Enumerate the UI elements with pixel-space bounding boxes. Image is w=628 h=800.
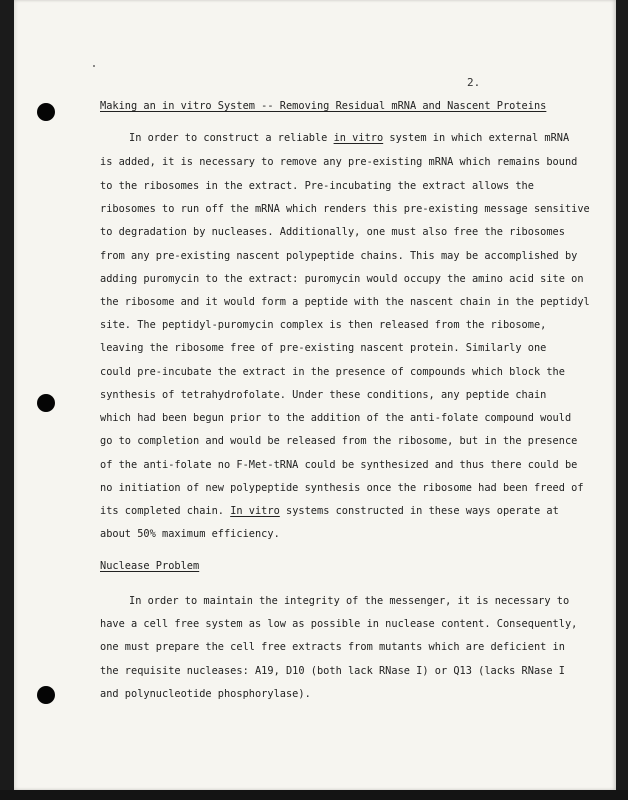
- paragraph-line: have a cell free system as low as possible in nuclease content. Consequently,: [100, 618, 578, 630]
- text-span: its completed chain.: [100, 505, 231, 517]
- paper-speck: [93, 65, 95, 67]
- page-number: 2.: [467, 76, 481, 89]
- paragraph-line: no initiation of new polypeptide synthesis once the ribosome had been freed of: [100, 482, 584, 494]
- paragraph-line: site. The peptidyl-puromycin complex is then released from the ribosome,: [100, 319, 547, 331]
- section-heading-in-vitro: Making an in vitro System -- Removing Residual mRNA and Nascent Proteins: [100, 100, 547, 112]
- paragraph-line: [129, 132, 569, 144]
- text-span: systems constructed in these ways operate at: [279, 505, 559, 517]
- paragraph-line: one must prepare the cell free extracts from mutants which are deficient in: [100, 641, 565, 653]
- paragraph-line: the ribosome and it would form a peptide with the nascent chain in the peptidyl: [100, 296, 590, 308]
- paragraph-line: [100, 505, 559, 517]
- underlined-term: In vitro: [230, 505, 280, 517]
- paragraph-line: to the ribosomes in the extract. Pre-incubating the extract allows the: [100, 180, 534, 192]
- paragraph-line: go to completion and would be released from the ribosome, but in the presence: [100, 435, 578, 447]
- paragraph-line: and polynucleotide phosphorylase).: [100, 688, 311, 700]
- paragraph-line: to degradation by nucleases. Additionally, one must also free the ribosomes: [100, 226, 565, 238]
- paragraph-line: leaving the ribosome free of pre-existing nascent protein. Similarly one: [100, 342, 547, 354]
- underlined-term: in vitro: [333, 132, 384, 144]
- paragraph-line: In order to maintain the integrity of the messenger, it is necessary to: [129, 595, 570, 607]
- paragraph-line: about 50% maximum efficiency.: [100, 528, 280, 540]
- scan-background: [0, 790, 628, 800]
- paragraph-line: adding puromycin to the extract: puromycin would occupy the amino acid site on: [100, 273, 584, 285]
- paragraph-line: of the anti-folate no F-Met-tRNA could be synthesized and thus there could be: [100, 459, 578, 471]
- punch-hole-bottom: [37, 686, 55, 704]
- punch-hole-middle: [37, 394, 55, 412]
- paragraph-line: from any pre-existing nascent polypeptide chains. This may be accomplished by: [100, 250, 578, 262]
- paragraph-line: the requisite nucleases: A19, D10 (both lack RNase I) or Q13 (lacks RNase I: [100, 665, 565, 677]
- paragraph-line: is added, it is necessary to remove any pre-existing mRNA which remains bound: [100, 156, 578, 168]
- paragraph-line: synthesis of tetrahydrofolate. Under these conditions, any peptide chain: [100, 389, 547, 401]
- text-span: system in which external mRNA: [383, 132, 570, 144]
- paragraph-line: ribosomes to run off the mRNA which renders this pre-existing message sensitive: [100, 203, 590, 215]
- paragraph-line: which had been begun prior to the addition of the anti-folate compound would: [100, 412, 572, 424]
- punch-hole-top: [37, 103, 55, 121]
- section-heading-nuclease: Nuclease Problem: [100, 560, 200, 572]
- paragraph-line: could pre-incubate the extract in the presence of compounds which block the: [100, 366, 565, 378]
- text-span: In order to construct a reliable: [129, 132, 334, 144]
